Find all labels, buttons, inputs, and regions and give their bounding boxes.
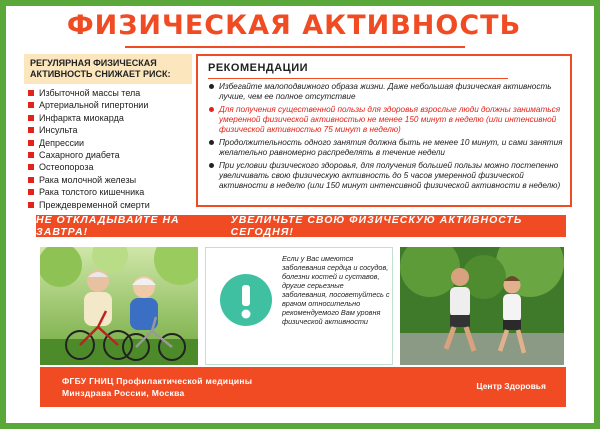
square-bullet-icon (28, 115, 34, 121)
risk-item-label: Рака толстого кишечника (39, 187, 145, 198)
recommendation-item (208, 105, 564, 135)
risk-item (28, 149, 192, 161)
recommendations-box (196, 54, 572, 207)
seniors-cycling-photo (40, 247, 198, 365)
slogan-part2: УВЕЛИЧЬТЕ СВОЮ ФИЗИЧЕСКУЮ АКТИВНОСТЬ СЕГОДНЯ! (230, 214, 523, 238)
square-bullet-icon (28, 140, 34, 146)
risk-heading (24, 54, 192, 84)
footer-bar (40, 367, 566, 407)
risk-item (28, 199, 192, 211)
square-bullet-icon (28, 177, 34, 183)
risk-list (24, 84, 192, 211)
footer-organization (62, 375, 252, 399)
footer-org-line1: ФГБУ ГНИЦ Профилактической медицины (62, 376, 253, 386)
square-bullet-icon (28, 127, 34, 133)
exclamation-glyph (220, 274, 272, 326)
square-bullet-icon (28, 189, 34, 195)
risk-item (28, 174, 192, 186)
slogan-banner (36, 215, 566, 237)
recommendations-rule (208, 78, 508, 79)
exclamation-icon (220, 274, 272, 326)
warning-text: Если у Вас имеются заболевания сердца и сосудов, болезни костей и суставов, другие серьезные заболевания, посоветуйтесь с врачом относительно рекомендуемого Вам уровня физической активности (282, 254, 390, 326)
square-bullet-icon (28, 202, 34, 208)
footer-org-line2: Минздрава России, Москва (62, 388, 185, 398)
title-underline (125, 46, 465, 48)
risk-item-label: Остеопороза (39, 162, 94, 173)
round-bullet-icon (209, 163, 214, 168)
warning-card (205, 247, 393, 365)
recommendations-heading: РЕКОМЕНДАЦИИ (208, 62, 309, 74)
recommendation-text: Для получения существенной пользы для здоровья взрослые люди должны заниматься умеренной физической активностью не менее 150 минут в неделю (или интенсивной физической активностью 75 минут в неделю) (219, 105, 561, 134)
risk-item-label: Артериальной гипертонии (39, 100, 149, 111)
recommendation-text: Избегайте малоподвижного образа жизни. Даже небольшая физическая активность лучше, чем ее полное отсутствие (219, 82, 552, 101)
risk-item (28, 161, 192, 173)
risk-heading-line1: РЕГУЛЯРНАЯ ФИЗИЧЕСКАЯ (30, 58, 157, 68)
seniors-cycling-illustration (40, 247, 198, 365)
recommendation-item (208, 138, 564, 158)
risk-item-label: Инфаркта миокарда (39, 112, 124, 123)
recommendation-item (208, 161, 564, 191)
round-bullet-icon (209, 107, 214, 112)
round-bullet-icon (209, 140, 214, 145)
risk-item (28, 137, 192, 149)
risk-item (28, 112, 192, 124)
risk-item (28, 87, 192, 99)
risk-item-label: Депрессии (39, 137, 85, 148)
poster-title: ФИЗИЧЕСКАЯ АКТИВНОСТЬ (66, 10, 522, 41)
recommendation-text: Продолжительность одного занятия должна быть не менее 10 минут, и сами занятия желательно равномерно распределять в течение недели (219, 138, 563, 157)
recommendation-item (208, 82, 564, 102)
risk-item (28, 186, 192, 198)
recommendation-text: При условии физического здоровья, для получения большей пользы можно постепенно увеличивать свою физическую активность до 5 часов умеренной физической активности в неделю (или 150 минут интенсивной физической активности в неделю) (219, 161, 561, 190)
risk-heading-line2: АКТИВНОСТЬ СНИЖАЕТ РИСК: (30, 69, 171, 79)
square-bullet-icon (28, 152, 34, 158)
slogan-part1: НЕ ОТКЛАДЫВАЙТЕ НА ЗАВТРА! (36, 214, 180, 238)
footer-center-label: Центр Здоровья (476, 381, 546, 391)
risk-item-label: Сахарного диабета (39, 150, 120, 161)
square-bullet-icon (28, 102, 34, 108)
runners-illustration (400, 247, 564, 365)
risk-item-label: Рака молочной железы (39, 174, 137, 185)
square-bullet-icon (28, 164, 34, 170)
risk-panel (24, 54, 192, 210)
round-bullet-icon (209, 84, 214, 89)
risk-item (28, 99, 192, 111)
recommendations-list (208, 82, 564, 194)
risk-item-label: Инсульта (39, 125, 78, 136)
risk-item-label: Избыточной массы тела (39, 88, 141, 98)
square-bullet-icon (28, 90, 34, 96)
risk-item-label: Преждевременной смерти (39, 199, 150, 210)
risk-item (28, 124, 192, 136)
runners-photo (400, 247, 564, 365)
